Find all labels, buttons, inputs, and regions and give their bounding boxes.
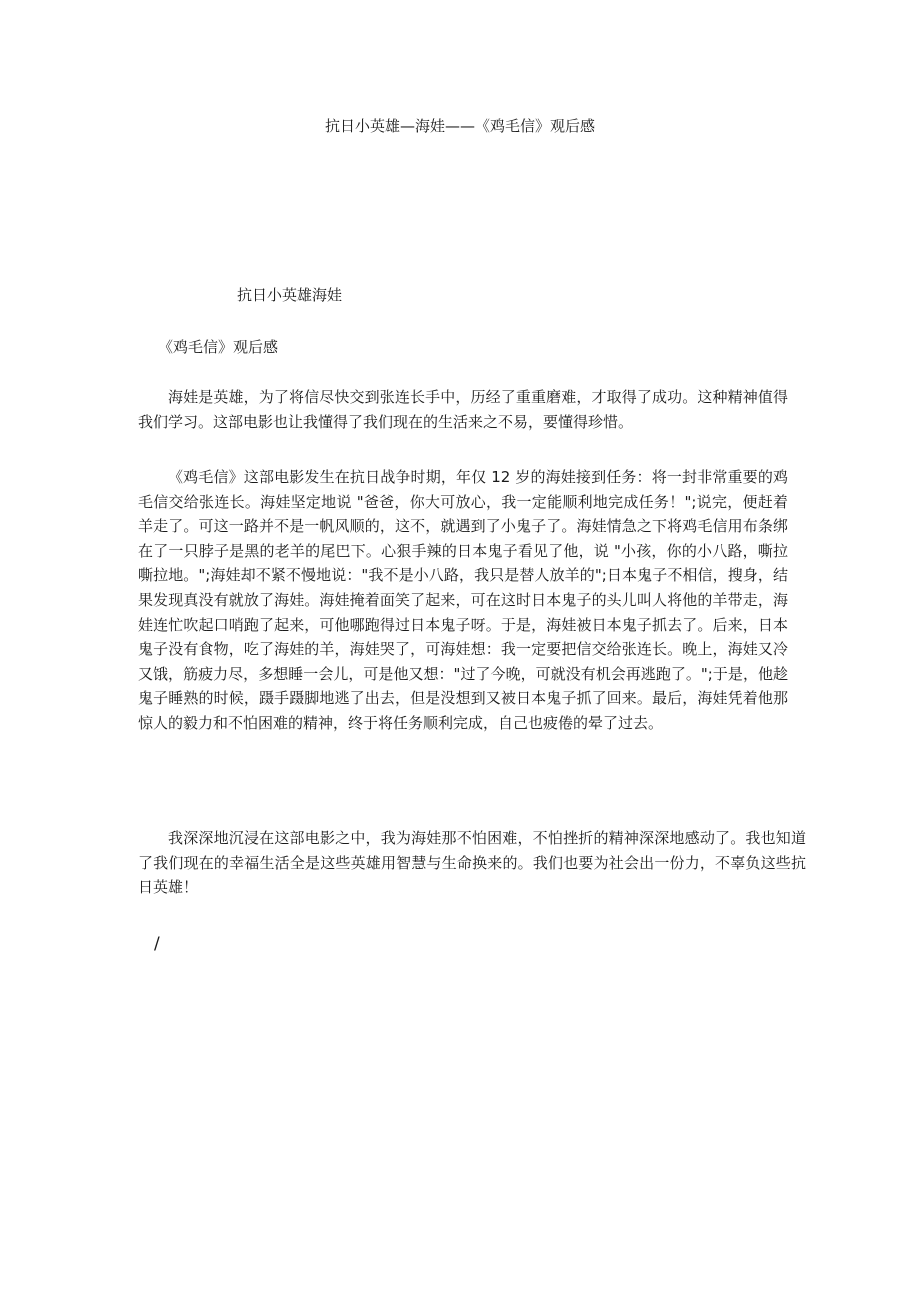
footer-mark: / — [154, 934, 160, 954]
document-title: 抗日小英雄—海娃——《鸡毛信》观后感 — [324, 117, 595, 135]
paragraph-conclusion: 我深深地沉浸在这部电影之中，我为海娃那不怕困难，不怕挫折的精神深深地感动了。我也知道了我们现在的幸福生活全是这些英雄用智慧与生命换来的。我们也要为社会出一份力，不辜负这些抗日英雄！ — [138, 829, 806, 897]
subtitle-review: 《鸡毛信》观后感 — [158, 338, 279, 356]
paragraph-story: 《鸡毛信》这部电影发生在抗日战争时期，年仅 12 岁的海娃接到任务：将一封非常重要的鸡毛信交给张连长。海娃坚定地说 "爸爸，你大可放心，我一定能顺利地完成任务！";说完，便赶着羊走了。可这一路并不是一帆风顺的，这不，就遇到了小鬼子了。海娃情急之下将鸡毛信用布条绑在了一只脖子是黑的老羊的尾巴下。心狠手辣的日本鬼子看见了他，说 "小孩，你的小八路，嘶拉嘶拉地。";海娃却不紧不慢地说："我不是小八路，我只是替人放羊的";日本鬼子不相信，搜身，结果发现真没有就放了海娃。海娃掩着面笑了起来，可在这时日本鬼子的头儿叫人将他的羊带走，海娃连忙吹起口哨跑了起来，可他哪跑得过日本鬼子呀。于是，海娃被日本鬼子抓去了。后来，日本鬼子没有食物，吃了海娃的羊，海娃哭了，可海娃想：我一定要把信交给张连长。晚上，海娃又冷又饿，筋疲力尽，多想睡一会儿，可是他又想："过了今晚，可就没有机会再逃跑了。";于是，他趁鬼子睡熟的时候，蹑手蹑脚地逃了出去，但是没想到又被日本鬼子抓了回来。最后，海娃凭着他那惊人的毅力和不怕困难的精神，终于将任务顺利完成，自己也疲倦的晕了过去。 — [138, 468, 788, 732]
subtitle-hero: 抗日小英雄海娃 — [237, 286, 343, 304]
paragraph-intro: 海娃是英雄，为了将信尽快交到张连长手中，历经了重重磨难，才取得了成功。这种精神值得我们学习。这部电影也让我懂得了我们现在的生活来之不易，要懂得珍惜。 — [138, 388, 788, 431]
